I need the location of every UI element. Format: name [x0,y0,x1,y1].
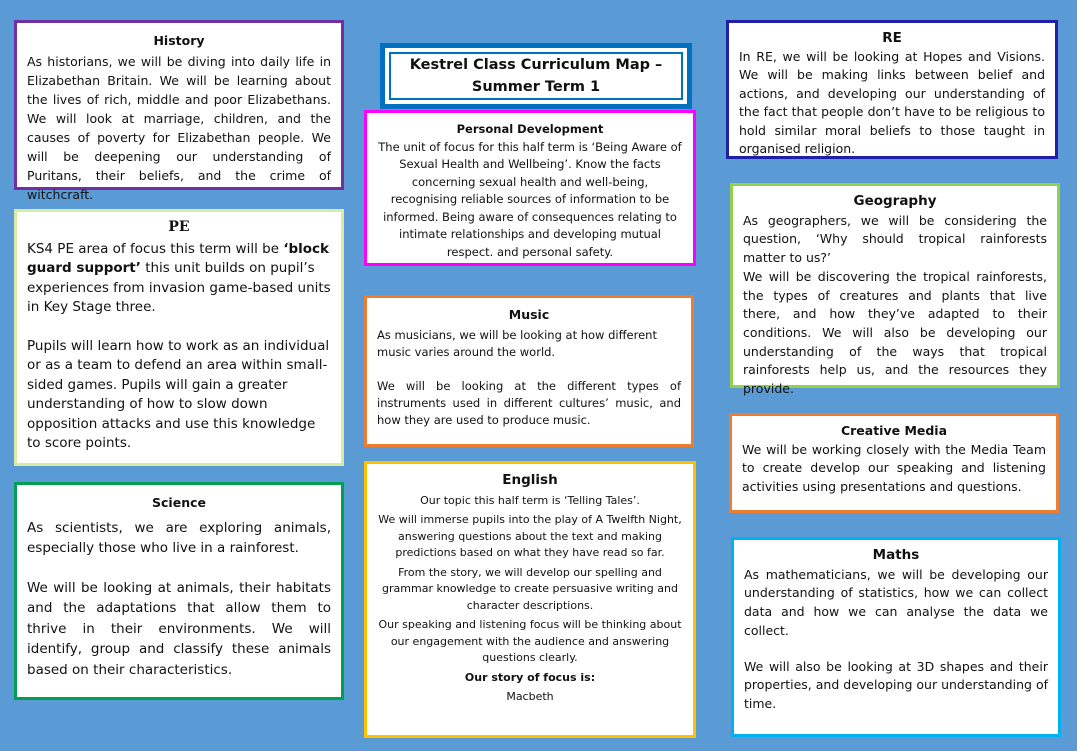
music-paragraph-1: As musicians, we will be looking at how different music varies around the world. [377,328,657,359]
english-paragraph-2: We will immerse pupils into the play of A Twelfth Night, answering questions about the text and making predictions based on what they have read so far. [378,513,682,559]
music-box [364,295,694,447]
page-title-line-1: Kestrel Class Curriculum Map – [409,57,663,73]
maths-paragraph-1: As mathematicians, we will be developing our understanding of statistics, how we can collect data and how we can analyse the data we collect. [744,566,1048,638]
english-story-label [377,670,683,687]
pe-text-pre: KS4 PE area of focus this term will be [27,240,284,257]
music-heading: Music [508,307,550,322]
english-paragraph-1: Our topic this half term is ‘Telling Tales’. [420,493,640,507]
personal-development-text: The unit of focus for this half term is ‘Being Aware of Sexual Health and Wellbeing’. Know the facts concerning sexual health and well-being, recognising reliable sources of information to be informed. Being aware of consequences relating to intimate relationships and developing mutual respect. and personal safety. [378,139,682,259]
maths-heading: Maths [872,547,920,563]
re-box [726,20,1058,159]
english-box [364,461,696,738]
pe-text-bold: ‘block guard support’ [27,240,329,276]
maths-box [731,537,1061,737]
page-title-line-2: Summer Term 1 [471,79,601,95]
english-paragraph-3: From the story, we will develop our spelling and grammar knowledge to create persuasive writing and character descriptions. [382,565,678,612]
english-heading: English [502,472,558,488]
re-text: In RE, we will be looking at Hopes and Visions. We will be making links between belief and actions, and developing our understanding of the fact that people don’t have to be religious to hold similar moral beliefs to those taught in organised religion. [739,48,1045,156]
re-heading: RE [882,30,902,46]
pe-text-post: this unit builds on pupil’s experiences from invasion game-based units in Key Stage three. [27,260,331,315]
history-text: As historians, we will be diving into daily life in Elizabethan Britain. We will be learning about the lives of rich, middle and poor Elizabethans. We will look at marriage, children, and the causes of poverty for Elizabethan people. We will be deepening our understanding of Puritans, their beliefs, and the crime of witchcraft. [27,54,331,202]
maths-paragraph-2: We will also be looking at 3D shapes and their properties, and developing our understanding of time. [744,658,1048,711]
pe-heading: PE [168,219,190,235]
geography-paragraph-2: We will be discovering the tropical rainforests, the types of creatures and plants that live there, and how they’ve adapted to their conditions. We will also be developing our understanding of the ways that tropical rainforests help us, and the resources they provide. [743,268,1047,397]
title-box [380,43,692,109]
music-paragraph-2: We will be looking at the different types of instruments used in different cultures’ music, and how they are used to produce music. [377,379,681,427]
geography-box [730,183,1060,397]
english-story-label-text: Our story of focus is: [464,670,596,684]
science-paragraph-2: We will be looking at animals, their habitats and the adaptations that allow them to thrive in their environments. We will identify, group and classify these animals based on their characteristics. [27,579,331,678]
creative-media-box [729,413,1059,513]
science-box [14,482,344,700]
history-box [14,20,344,202]
title-inner [389,52,683,100]
english-paragraph-4: Our speaking and listening focus will be thinking about our engagement with the audience and answering questions clearly. [378,618,682,664]
english-story: Macbeth [506,690,554,703]
pe-paragraph-1 [27,240,331,318]
geography-heading: Geography [853,193,937,209]
pe-box [14,209,344,466]
personal-development-box [364,110,696,266]
geography-paragraph-1: As geographers, we will be considering the question, ‘Why should tropical rainforests matter to us?’ [743,212,1047,266]
pe-paragraph-2: Pupils will learn how to work as an individual or as a team to defend an area within small-sided games. Pupils will gain a greater understanding of how to slow down opposition attacks and use this knowledge to score points. [27,337,330,451]
history-heading: History [153,33,205,48]
creative-media-heading: Creative Media [840,423,948,438]
personal-development-heading: Personal Development [456,122,604,136]
science-paragraph-1: As scientists, we are exploring animals, especially those who live in a rainforest. [27,519,331,556]
creative-media-text: We will be working closely with the Media Team to create develop our speaking and listening activities using presentations and questions. [742,441,1046,494]
science-heading: Science [152,495,206,510]
